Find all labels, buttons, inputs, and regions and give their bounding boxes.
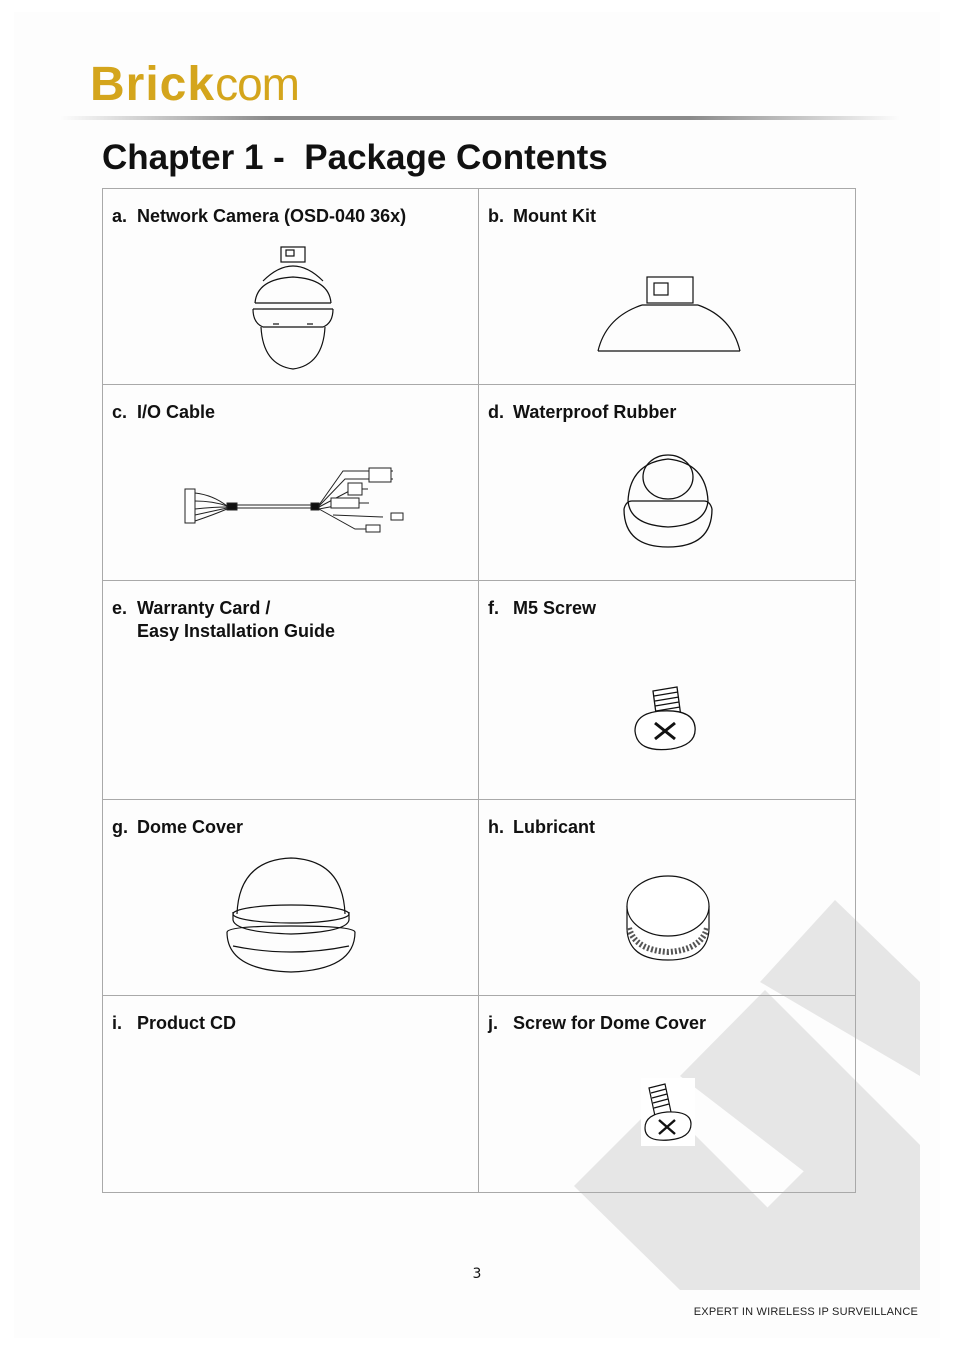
- dome-cover-screw-icon: [641, 1078, 695, 1146]
- io-cable-icon: [183, 465, 408, 535]
- chapter-title: Chapter 1 - Package Contents: [102, 138, 608, 177]
- logo-brick-text: Brick: [90, 58, 216, 111]
- item-label: [112, 816, 243, 839]
- item-name: Waterproof Rubber: [513, 402, 677, 422]
- item-letter: d.: [488, 402, 504, 422]
- package-contents-table: [102, 188, 856, 1193]
- item-label: [112, 205, 406, 228]
- item-name: Screw for Dome Cover: [513, 1013, 707, 1033]
- item-name: Product CD: [137, 1013, 236, 1033]
- item-letter: e.: [112, 598, 128, 618]
- item-name: Network Camera (OSD-040 36x): [137, 206, 407, 226]
- footer-tagline: EXPERT IN WIRELESS IP SURVEILLANCE: [693, 1306, 918, 1318]
- header-divider: [60, 116, 900, 120]
- item-letter: j.: [488, 1013, 499, 1033]
- item-cell-waterproof-rubber: [479, 385, 855, 581]
- item-cell-mount-kit: [479, 189, 855, 385]
- item-cell-dome-cover-screw: [479, 996, 855, 1192]
- item-letter: a.: [112, 206, 128, 226]
- item-cell-network-camera: [103, 189, 479, 385]
- page-number: 3: [472, 1266, 482, 1282]
- item-cell-warranty-card: [103, 581, 479, 800]
- item-name: Dome Cover: [137, 817, 244, 837]
- item-cell-product-cd: [103, 996, 479, 1192]
- item-letter: h.: [488, 817, 504, 837]
- m5-screw-icon: [631, 683, 701, 753]
- item-cell-lubricant: [479, 800, 855, 996]
- item-label: [112, 597, 335, 643]
- item-cell-m5-screw: [479, 581, 855, 800]
- item-cell-dome-cover: [103, 800, 479, 996]
- waterproof-rubber-icon: [622, 453, 714, 551]
- item-label: [488, 401, 676, 424]
- network-camera-icon: [243, 241, 343, 371]
- item-letter: c.: [112, 402, 128, 422]
- item-name: M5 Screw: [513, 598, 597, 618]
- dome-cover-icon: [225, 854, 357, 976]
- item-label: [112, 1012, 236, 1035]
- item-letter: g.: [112, 817, 128, 837]
- brickcom-logo: [90, 58, 299, 110]
- item-label: [112, 401, 215, 424]
- item-name: Warranty Card / Easy Installation Guide: [137, 598, 336, 641]
- item-letter: f.: [488, 598, 499, 618]
- mount-kit-icon: [594, 273, 744, 355]
- logo-com-text: com: [215, 58, 299, 110]
- item-letter: b.: [488, 206, 504, 226]
- item-name: I/O Cable: [137, 402, 216, 422]
- item-label: [488, 597, 596, 620]
- item-label: [488, 816, 595, 839]
- item-label: [488, 205, 596, 228]
- item-name: Mount Kit: [513, 206, 596, 226]
- item-label: [488, 1012, 706, 1035]
- item-letter: i.: [112, 1013, 123, 1033]
- item-name: Lubricant: [513, 817, 596, 837]
- lubricant-icon: [625, 874, 711, 964]
- item-cell-io-cable: [103, 385, 479, 581]
